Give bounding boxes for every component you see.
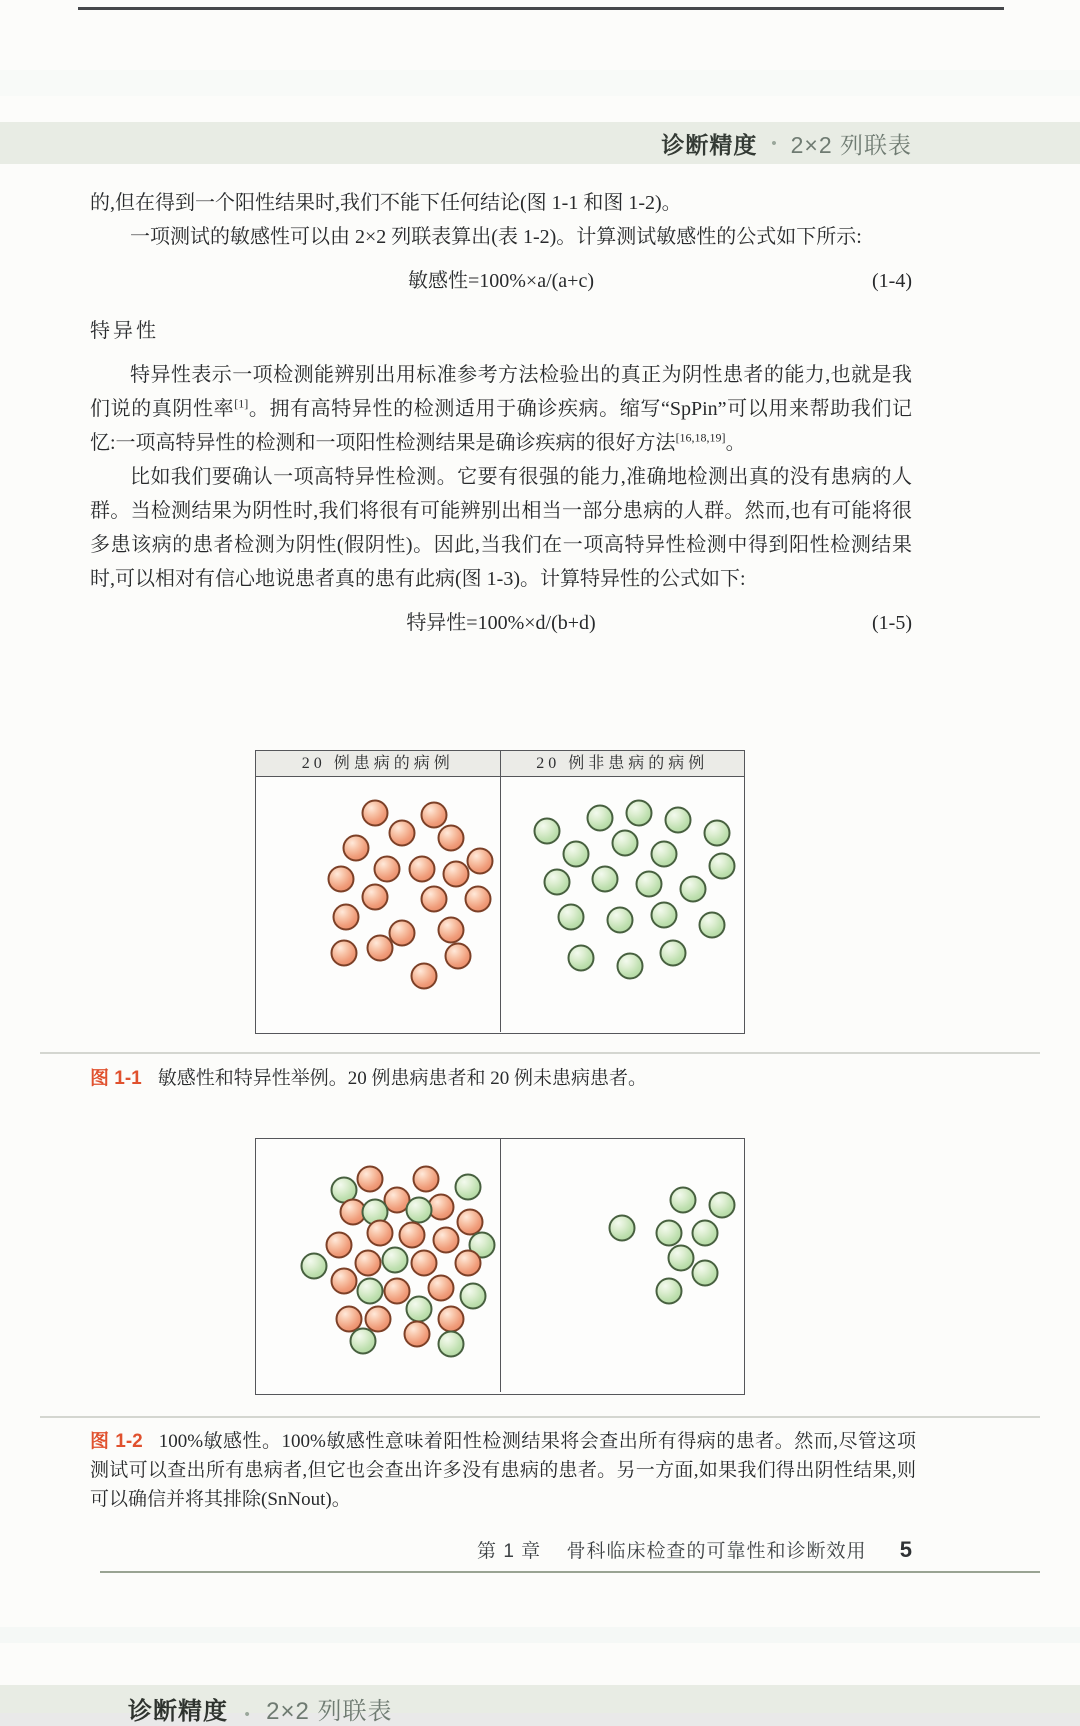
non-diseased-patient-ball <box>609 1214 636 1241</box>
diseased-patient-ball <box>432 1227 459 1254</box>
next-page-header-text <box>128 1691 393 1726</box>
non-diseased-patient-ball <box>558 904 585 931</box>
diseased-patient-ball <box>367 934 394 961</box>
caption-divider <box>40 1052 1040 1054</box>
non-diseased-patient-ball <box>699 911 726 938</box>
equation-number-1-5: (1-5) <box>872 612 912 634</box>
diseased-patient-ball <box>420 886 447 913</box>
non-diseased-patient-ball <box>692 1219 719 1246</box>
footer-chapter: 第 1 章 <box>477 1541 542 1562</box>
formula-specificity-row <box>90 606 912 640</box>
non-diseased-patient-ball <box>350 1328 377 1355</box>
non-diseased-patient-ball <box>611 830 638 857</box>
bullet-separator-icon: • <box>771 134 777 152</box>
diseased-patient-ball <box>467 848 494 875</box>
figure-1-2-caption-label: 图 1-2 <box>90 1431 143 1452</box>
non-diseased-patient-ball <box>543 868 570 895</box>
footer-chapter-title: 骨科临床检查的可靠性和诊断效用 <box>566 1541 867 1562</box>
non-diseased-patient-ball <box>655 1277 682 1304</box>
figure-1-1-panels <box>256 777 744 1032</box>
diseased-patient-ball <box>357 1166 384 1193</box>
diseased-patient-ball <box>411 1249 438 1276</box>
scan-light-band-top <box>0 70 1080 96</box>
body-text <box>90 164 912 650</box>
reference-superscript-16-18-19: [16,18,19] <box>675 430 726 445</box>
diseased-patient-ball <box>398 1222 425 1249</box>
figure-1-1-caption-text: 敏感性和特异性举例。20 例患病患者和 20 例未患病患者。 <box>157 1068 648 1089</box>
equation-number-1-4: (1-4) <box>872 270 912 292</box>
paragraph-specificity-part3: 。 <box>725 432 746 454</box>
non-diseased-patient-ball <box>406 1295 433 1322</box>
diseased-patient-ball <box>442 860 469 887</box>
figure-1-1-caption <box>90 1064 916 1093</box>
paragraph-sppin-example: 比如我们要确认一项高特异性检测。它要有很强的能力,准确地检测出真的没有患病的人群。当检测结果为阴性时,我们将很有可能辨别出相当一部分患病的人群。然而,也有可能将很多患该病的患者检测为阴性(假阴性)。因此,当我们在一项高特异性检测中得到阳性检测结果时,可以相对有信心地说患者真的患有此病(图 1-3)。计算特异性的公式如下: <box>90 466 912 590</box>
figure-1-1-header-diseased: 20 例患病的病例 <box>301 755 454 772</box>
non-diseased-patient-ball <box>709 853 736 880</box>
diseased-patient-ball <box>437 1305 464 1332</box>
bullet-separator-icon: • <box>244 1706 250 1723</box>
footer-rule <box>100 1571 1040 1573</box>
scan-light-band-bottom <box>0 1627 1080 1643</box>
non-diseased-patient-ball <box>679 876 706 903</box>
diseased-patient-ball <box>333 904 360 931</box>
diseased-patient-ball <box>403 1320 430 1347</box>
non-diseased-patient-ball <box>562 840 589 867</box>
paragraph-sensitivity: 一项测试的敏感性可以由 2×2 列联表算出(表 1-2)。计算测试敏感性的公式如下所示: <box>130 226 862 248</box>
running-header <box>0 122 1080 164</box>
diseased-patient-ball <box>362 799 389 826</box>
non-diseased-patient-ball <box>454 1174 481 1201</box>
non-diseased-patient-ball <box>301 1252 328 1279</box>
caption-divider <box>40 1416 1040 1418</box>
non-diseased-patient-ball <box>357 1277 384 1304</box>
reference-superscript-1: [1] <box>234 396 249 411</box>
non-diseased-patient-ball <box>650 901 677 928</box>
paragraph-specificity-part2: 。拥有高特异性的检测适用于确诊疾病。缩写“SpPin”可以用来帮助我们记忆:一项高特异性的检测和一项阳性检测结果是确诊疾病的很好方法 <box>90 398 912 454</box>
next-page-header-topic: 2×2 列联表 <box>266 1698 393 1725</box>
non-diseased-patient-ball <box>567 945 594 972</box>
non-diseased-patient-ball <box>660 939 687 966</box>
figure-1-2-caption-text: 100%敏感性。100%敏感性意味着阳性检测结果将会查出所有得病的患者。然而,尽管这项测试可以查出所有患病者,但它也会查出许多没有患病的患者。另一方面,如果我们得出阴性结果,则可以确信并将其排除(SnNout)。 <box>90 1431 916 1510</box>
non-diseased-patient-ball <box>616 952 643 979</box>
diseased-patient-ball <box>362 883 389 910</box>
diseased-patient-ball <box>437 825 464 852</box>
non-diseased-patient-ball <box>587 804 614 831</box>
figure-1-1-header <box>256 751 744 777</box>
non-diseased-patient-ball <box>650 840 677 867</box>
next-page-header-section: 诊断精度 <box>128 1698 228 1725</box>
diseased-patient-ball <box>389 820 416 847</box>
page-footer <box>90 1536 912 1563</box>
non-diseased-patient-ball <box>704 820 731 847</box>
non-diseased-patient-ball <box>665 807 692 834</box>
formula-sensitivity: 敏感性=100%×a/(a+c) <box>407 270 594 292</box>
diseased-patient-ball <box>384 1277 411 1304</box>
paragraph-specificity <box>90 358 912 460</box>
diseased-patient-ball <box>355 1249 382 1276</box>
figure-1-2-caption <box>90 1427 916 1514</box>
figure-1-2-negative-panel <box>500 1139 745 1392</box>
diseased-patient-ball <box>325 1232 352 1259</box>
diseased-patient-ball <box>464 886 491 913</box>
non-diseased-patient-ball <box>437 1330 464 1357</box>
formula-specificity: 特异性=100%×d/(b+d) <box>406 612 596 634</box>
non-diseased-patient-ball <box>692 1260 719 1287</box>
figure-1-1 <box>255 750 745 1034</box>
diseased-patient-ball <box>413 1166 440 1193</box>
diseased-patient-ball <box>367 1219 394 1246</box>
top-rule <box>78 7 1004 10</box>
diseased-patient-ball <box>330 1267 357 1294</box>
diseased-patient-ball <box>411 962 438 989</box>
formula-sensitivity-row <box>90 264 912 298</box>
next-page-header-clipped <box>0 1685 1080 1725</box>
non-diseased-patient-ball <box>667 1244 694 1271</box>
diseased-patient-ball <box>420 802 447 829</box>
non-diseased-patient-ball <box>406 1196 433 1223</box>
figure-1-1-caption-label: 图 1-1 <box>90 1068 142 1089</box>
diseased-patient-ball <box>428 1275 455 1302</box>
diseased-patient-ball <box>437 917 464 944</box>
non-diseased-patient-ball <box>533 817 560 844</box>
diseased-patient-ball <box>454 1249 481 1276</box>
running-header-section: 诊断精度 <box>661 131 758 158</box>
non-diseased-patient-ball <box>592 866 619 893</box>
figure-1-1-diseased-panel <box>256 777 500 1032</box>
diseased-patient-ball <box>445 942 472 969</box>
figure-1-2 <box>255 1138 745 1395</box>
non-diseased-patient-ball <box>670 1186 697 1213</box>
figure-1-2-panels <box>256 1139 744 1392</box>
running-header-topic: 2×2 列联表 <box>790 131 912 158</box>
diseased-patient-ball <box>328 866 355 893</box>
figure-1-2-positive-panel <box>256 1139 500 1392</box>
diseased-patient-ball <box>408 855 435 882</box>
non-diseased-patient-ball <box>381 1247 408 1274</box>
non-diseased-patient-ball <box>709 1191 736 1218</box>
paragraph-continuation: 的,但在得到一个阳性结果时,我们不能下任何结论(图 1-1 和图 1-2)。 <box>90 192 682 214</box>
diseased-patient-ball <box>330 939 357 966</box>
diseased-patient-ball <box>342 835 369 862</box>
non-diseased-patient-ball <box>655 1219 682 1246</box>
non-diseased-patient-ball <box>459 1282 486 1309</box>
figure-1-1-non-diseased-panel <box>500 777 745 1032</box>
section-heading-specificity: 特异性 <box>90 320 159 342</box>
non-diseased-patient-ball <box>626 799 653 826</box>
diseased-patient-ball <box>374 855 401 882</box>
page-number: 5 <box>899 1537 912 1562</box>
paragraph-specificity-part1: 特异性表示一项检测能辨别出用标准参考方法检验出的真正为阴性患者的能力,也就是我们说的真阴性率 <box>90 364 912 420</box>
non-diseased-patient-ball <box>606 906 633 933</box>
non-diseased-patient-ball <box>636 871 663 898</box>
figure-1-1-header-non-diseased: 20 例非患病的病例 <box>500 751 745 776</box>
